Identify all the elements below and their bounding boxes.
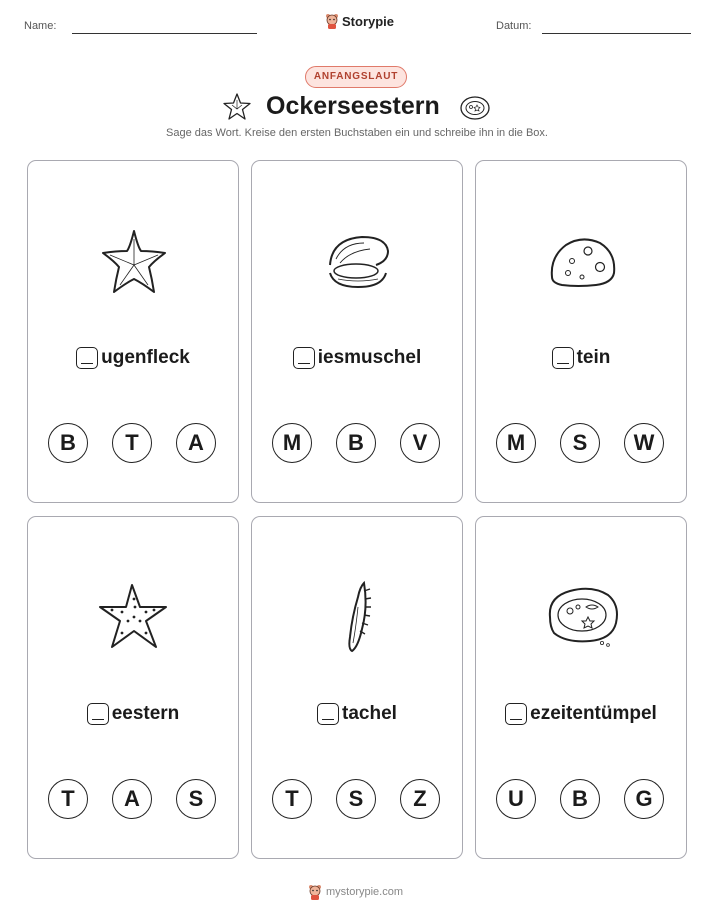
word-rest: iesmuschel	[317, 347, 422, 368]
word-line	[252, 703, 462, 725]
worksheet-header	[0, 0, 714, 50]
clam-icon	[318, 221, 398, 301]
letter-box[interactable]	[87, 703, 109, 725]
letter-choice[interactable]: S	[560, 423, 600, 463]
word-line	[476, 347, 686, 369]
word-line	[28, 347, 238, 369]
word-rest: eestern	[111, 703, 180, 724]
letter-choice[interactable]: W	[624, 423, 664, 463]
letter-choice[interactable]: T	[48, 779, 88, 819]
spine-icon	[318, 577, 398, 657]
letter-choice[interactable]: M	[496, 423, 536, 463]
word-card	[251, 160, 463, 503]
word-card	[27, 516, 239, 859]
word-rest: tachel	[342, 703, 397, 724]
letter-box[interactable]	[293, 347, 315, 369]
letter-choice[interactable]: G	[624, 779, 664, 819]
letter-choice[interactable]: T	[112, 423, 152, 463]
word-line	[28, 703, 238, 725]
letter-choice[interactable]: M	[272, 423, 312, 463]
letter-choice[interactable]: A	[112, 779, 152, 819]
letter-choice[interactable]: S	[176, 779, 216, 819]
dotted-starfish-icon	[94, 577, 174, 657]
tidepool-icon	[542, 577, 622, 657]
word-card	[475, 160, 687, 503]
footer-url[interactable]: mystorypie.com	[326, 886, 404, 898]
letter-choice[interactable]: B	[336, 423, 376, 463]
letter-choice[interactable]: V	[400, 423, 440, 463]
letter-box[interactable]	[552, 347, 574, 369]
category-badge: ANFANGSLAUT	[305, 66, 407, 88]
starfish-title-icon	[222, 92, 252, 122]
letter-box[interactable]	[76, 347, 98, 369]
name-label: Name:	[24, 20, 57, 32]
word-card	[251, 516, 463, 859]
letter-choice[interactable]: S	[336, 779, 376, 819]
word-rest: ugenfleck	[101, 347, 190, 368]
word-rest: tein	[576, 347, 611, 368]
letter-choice[interactable]: A	[176, 423, 216, 463]
letter-choice[interactable]: Z	[400, 779, 440, 819]
date-line	[542, 33, 691, 34]
storypie-logo-icon	[308, 884, 322, 900]
letter-choice[interactable]: U	[496, 779, 536, 819]
brand	[325, 13, 394, 29]
instructions: Sage das Wort. Kreise den ersten Buchstaben ein und schreibe ihn in die Box.	[166, 127, 548, 139]
storypie-logo-icon	[325, 13, 339, 29]
page-title: Ockerseestern	[266, 92, 440, 120]
name-line	[72, 33, 257, 34]
letter-box[interactable]	[505, 703, 527, 725]
word-rest: ezeitentümpel	[530, 703, 657, 724]
starfish-icon	[94, 221, 174, 301]
letter-choice[interactable]: T	[272, 779, 312, 819]
letter-choice[interactable]: B	[48, 423, 88, 463]
word-card	[475, 516, 687, 859]
date-label: Datum:	[496, 20, 532, 32]
stone-icon	[542, 221, 622, 301]
letter-choice[interactable]: B	[560, 779, 600, 819]
brand-name: Storypie	[342, 13, 395, 29]
tidepool-title-icon	[459, 94, 491, 122]
word-line	[252, 347, 462, 369]
word-line	[476, 703, 686, 725]
word-card	[27, 160, 239, 503]
letter-box[interactable]	[317, 703, 339, 725]
footer	[308, 884, 403, 900]
